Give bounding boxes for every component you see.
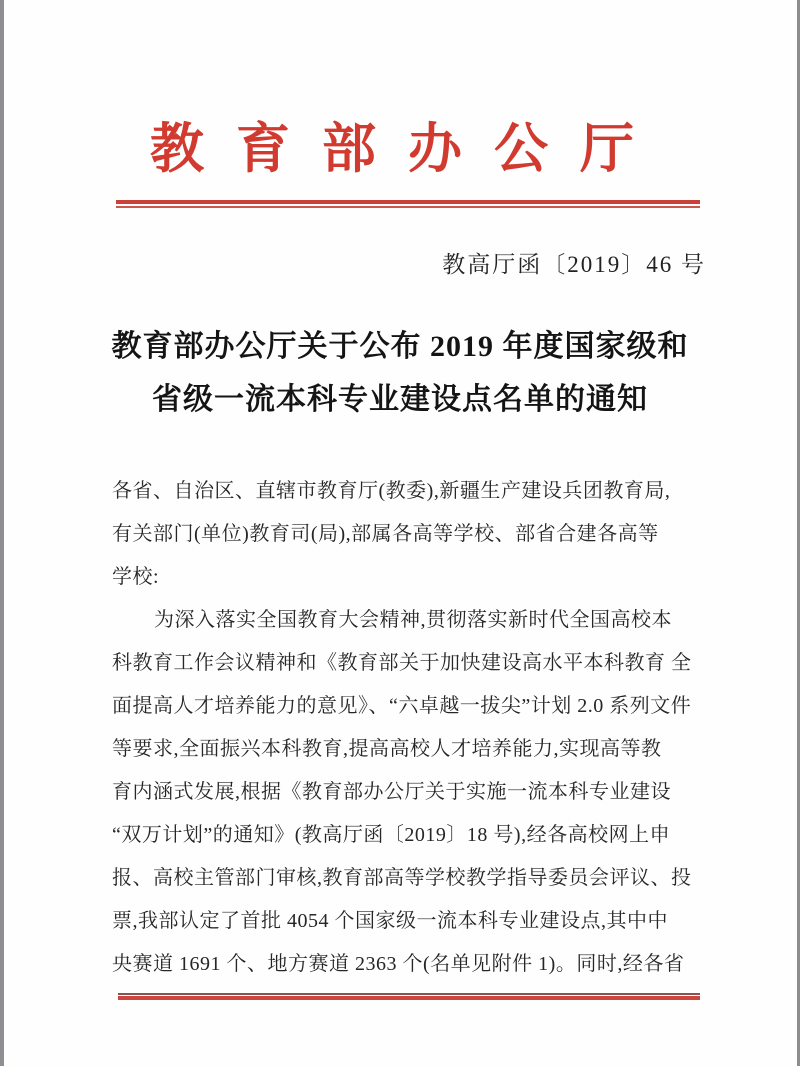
- body-line: 面提高人才培养能力的意见》、“六卓越一拔尖”计划 2.0 系列文件: [112, 695, 692, 717]
- letterhead-divider: [116, 200, 700, 208]
- document-body: [112, 470, 712, 986]
- salutation-line: 有关部门(单位)教育司(局),部属各高等学校、部省合建各高等: [112, 523, 659, 545]
- document-number: 教高厅函〔2019〕46 号: [442, 252, 706, 277]
- footer-divider-thick-line: [118, 996, 700, 1000]
- notice-title: [0, 320, 800, 426]
- body-line: 央赛道 1691 个、地方赛道 2363 个(名单见附件 1)。同时,经各省: [112, 953, 685, 975]
- body-line: “双万计划”的通知》(教高厅函〔2019〕18 号),经各高校网上申: [112, 824, 671, 846]
- letterhead-divider-thin-line: [116, 206, 700, 208]
- salutation-line: 各省、自治区、直辖市教育厅(教委),新疆生产建设兵团教育局,: [112, 480, 671, 502]
- letterhead-title: 教育部办公厅: [150, 119, 666, 179]
- body-line: 科教育工作会议精神和《教育部关于加快建设高水平本科教育 全: [112, 652, 692, 674]
- body-line: 育内涵式发展,根据《教育部办公厅关于实施一流本科专业建设: [112, 781, 671, 803]
- salutation-line: 学校:: [112, 566, 160, 588]
- body-line: 票,我部认定了首批 4054 个国家级一流本科专业建设点,其中中: [112, 910, 668, 932]
- notice-title-line-2: 省级一流本科专业建设点名单的通知: [152, 383, 648, 416]
- page-footer-divider: [118, 993, 700, 1000]
- notice-title-line-1: 教育部办公厅关于公布 2019 年度国家级和: [111, 330, 689, 363]
- body-line: 报、高校主管部门审核,教育部高等学校教学指导委员会评议、投: [112, 867, 692, 889]
- body-line: 等要求,全面振兴本科教育,提高高校人才培养能力,实现高等教: [112, 738, 662, 760]
- body-line: 为深入落实全国教育大会精神,贯彻落实新时代全国高校本: [154, 609, 672, 631]
